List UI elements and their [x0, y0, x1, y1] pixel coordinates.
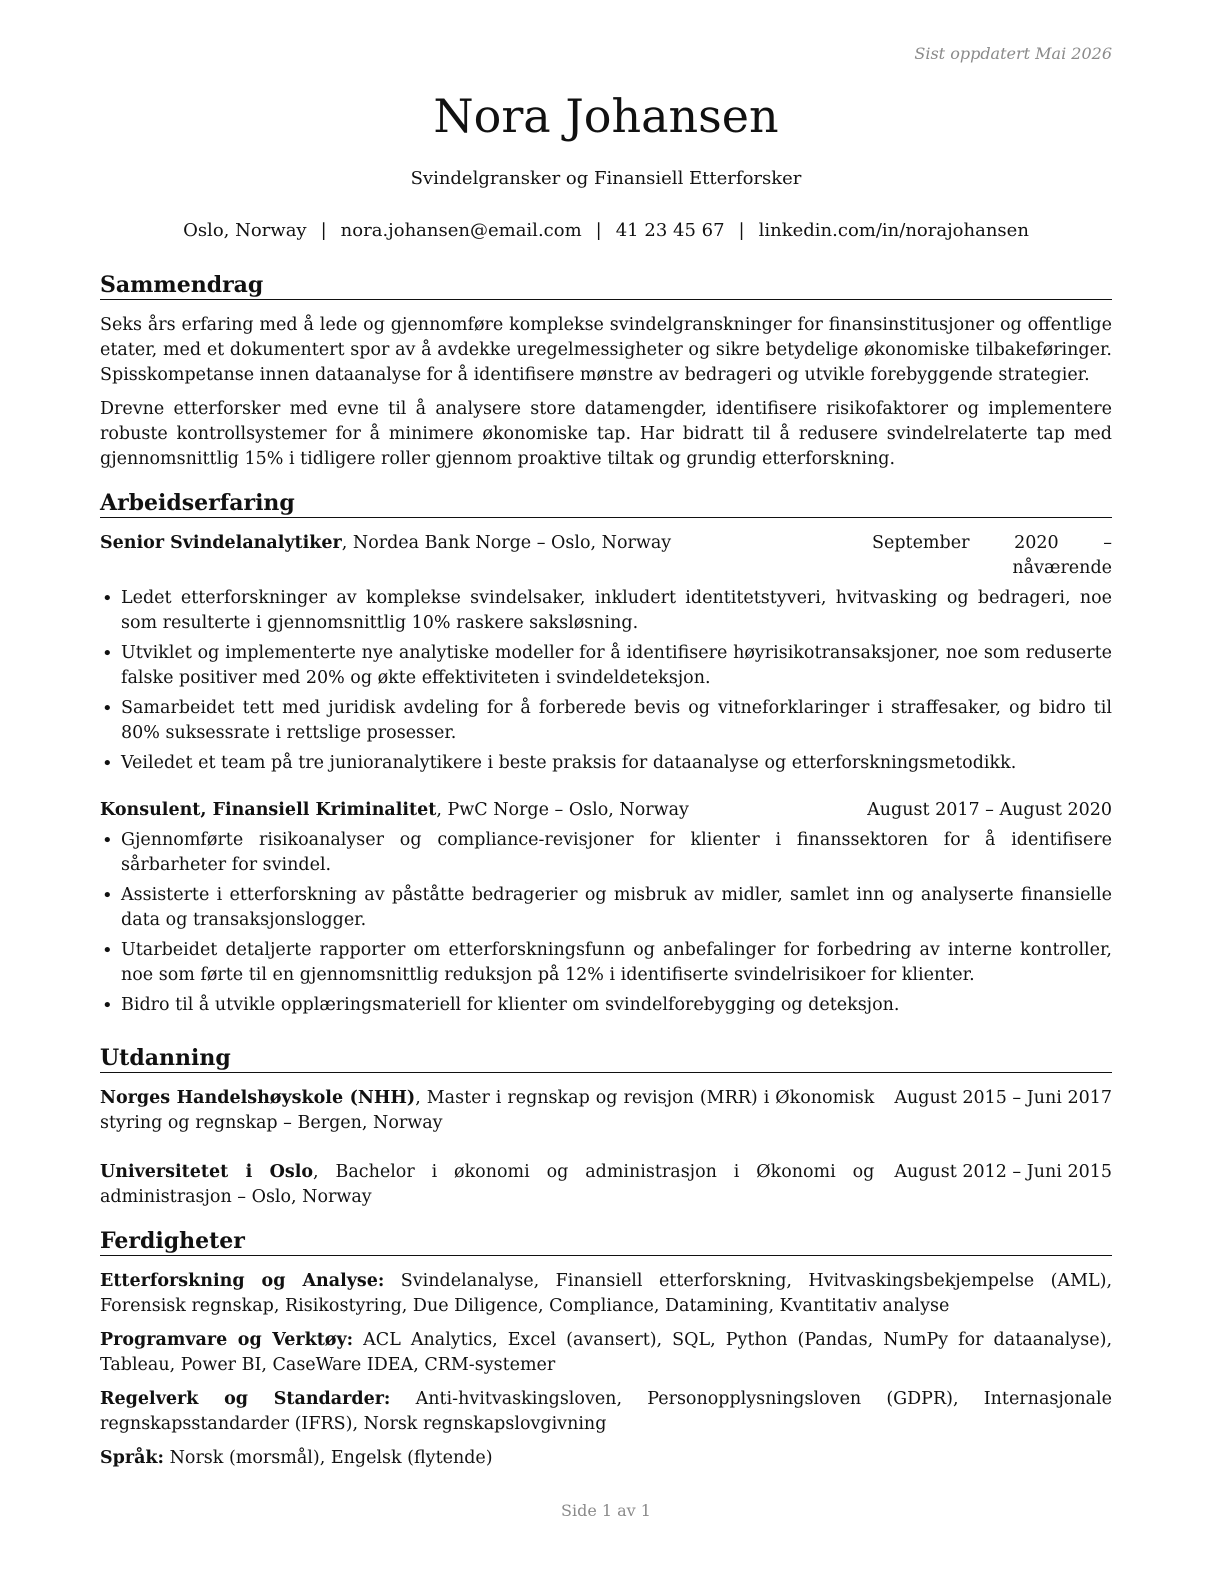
education-detail: , Bachelor i økonomi og administrasjon i Økonomi og administrasjon – Oslo, Norway: [100, 1162, 875, 1207]
skill-label: Etterforskning og Analyse:: [100, 1271, 385, 1291]
job-dates: August 2017 – August 2020: [867, 800, 1112, 820]
job-bullet: • Bidro til å utvikle opplæringsmateriell for klienter om svindelforebygging og deteksjon.: [100, 993, 1112, 1018]
job-bullets: [100, 828, 1112, 1018]
education-school: Universitetet i Oslo: [100, 1162, 314, 1182]
contact-phone: 41 23 45 67: [615, 220, 725, 241]
candidate-headline: Svindelgransker og Finansiell Etterforsker: [410, 168, 802, 189]
candidate-name: Nora Johansen: [433, 89, 779, 143]
education-section: [100, 1044, 1112, 1210]
job-org: , Nordea Bank Norge – Oslo, Norway: [341, 533, 672, 553]
skill-text: Norsk (morsmål), Engelsk (flytende): [164, 1448, 493, 1468]
section-title-education: Utdanning: [100, 1044, 1112, 1073]
skill-text: Anti-hvitvaskingsloven, Personopplysningsloven (GDPR), Internasjonale regnskapsstandarder (IFRS), Norsk regnskapslovgivning: [100, 1389, 1112, 1434]
contact-separator: |: [738, 220, 745, 241]
skill-label: Regelverk og Standarder:: [100, 1389, 391, 1409]
skill-line: [100, 1269, 1112, 1319]
job-role: Konsulent, Finansiell Kriminalitet: [100, 800, 437, 820]
contact-location: Oslo, Norway: [183, 220, 307, 241]
page-footer: Side 1 av 1: [561, 1501, 651, 1520]
summary-paragraph: Drevne etterforsker med evne til å analysere store datamengder, identifisere risikofaktorer og implementere robuste kontrollsystemer for å minimere økonomiske tap. Har bidratt til å redusere svindelrelaterte tap med gjennomsnittlig 15% i tidligere roller gjennom proaktive tiltak og grundig etterforskning.: [100, 399, 1112, 469]
education-entry: [100, 1160, 1112, 1210]
skill-line: [100, 1387, 1112, 1437]
job-org: , PwC Norge – Oslo, Norway: [436, 800, 689, 820]
skill-label: Programvare og Verktøy:: [100, 1330, 354, 1350]
education-dates: August 2015 – Juni 2017: [894, 1088, 1112, 1108]
section-title-skills: Ferdigheter: [100, 1227, 1112, 1256]
education-school: Norges Handelshøyskole (NHH): [100, 1088, 416, 1108]
experience-section: [100, 489, 1112, 1018]
job-bullet: • Gjennomførte risikoanalyser og compliance-revisjoner for klienter i finanssektoren for å identifisere sårbarheter for svindel.: [100, 828, 1112, 878]
section-title-summary: Sammendrag: [100, 271, 1112, 300]
job-bullet: • Samarbeidet tett med juridisk avdeling for å forberede bevis og vitneforklaringer i straffesaker, og bidro til 80% suksessrate i rettslige prosesser.: [100, 696, 1112, 746]
skill-label: Språk:: [100, 1448, 165, 1468]
job-bullet: • Utviklet og implementerte nye analytiske modeller for å identifisere høyrisikotransaksjoner, noe som reduserte falske positiver med 20% og økte effektiviteten i svindeldeteksjon.: [100, 641, 1112, 691]
skill-text: Svindelanalyse, Finansiell etterforskning, Hvitvaskingsbekjempelse (AML), Forensisk regnskap, Risikostyring, Due Diligence, Compliance, Datamining, Kvantitativ analyse: [100, 1271, 1113, 1316]
contact-linkedin[interactable]: linkedin.com/in/norajohansen: [758, 220, 1029, 241]
education-dates: August 2012 – Juni 2015: [894, 1162, 1112, 1182]
job-bullet: • Assisterte i etterforskning av påståtte bedragerier og misbruk av midler, samlet inn og analyserte finansielle data og transaksjonslogger.: [100, 883, 1112, 933]
contact-separator: |: [595, 220, 602, 241]
education-entry: [100, 1086, 1112, 1136]
last-updated: Sist oppdatert Mai 2026: [914, 44, 1112, 63]
job-entry: [100, 798, 1112, 1018]
skills-section: [100, 1227, 1112, 1471]
job-bullet: • Ledet etterforskninger av komplekse svindelsaker, inkludert identitetstyveri, hvitvasking og bedrageri, noe som resulterte i gjennomsnittlig 10% raskere saksløsning.: [100, 586, 1112, 636]
skill-line: [100, 1446, 1112, 1471]
job-dates: September 2020 – nåværende: [872, 533, 1112, 578]
job-entry: [100, 531, 1112, 776]
contact-line: [100, 219, 1112, 243]
section-title-experience: Arbeidserfaring: [100, 489, 1112, 518]
summary-section: [100, 271, 1112, 472]
contact-email[interactable]: nora.johansen@email.com: [340, 220, 582, 241]
job-bullet: • Utarbeidet detaljerte rapporter om etterforskningsfunn og anbefalinger for forbedring av interne kontroller, noe som førte til en gjennomsnittlig reduksjon på 12% i identifiserte svindelrisikoer for klienter.: [100, 938, 1112, 988]
job-bullets: [100, 586, 1112, 776]
job-header: [100, 798, 1112, 823]
skill-line: [100, 1328, 1112, 1378]
skill-text: ACL Analytics, Excel (avansert), SQL, Python (Pandas, NumPy for dataanalyse), Tableau, Power BI, CaseWare IDEA, CRM-systemer: [100, 1330, 1113, 1375]
job-header: [100, 531, 1112, 581]
contact-separator: |: [320, 220, 327, 241]
job-bullet: • Veiledet et team på tre junioranalytikere i beste praksis for dataanalyse og etterforskningsmetodikk.: [100, 751, 1112, 776]
education-detail: , Master i regnskap og revisjon (MRR) i Økonomisk styring og regnskap – Bergen, Norway: [100, 1088, 875, 1133]
summary-paragraph: Seks års erfaring med å lede og gjennomføre komplekse svindelgranskninger for finansinstitusjoner og offentlige etater, med et dokumentert spor av å avdekke uregelmessigheter og sikre betydelige økonomiske tilbakeføringer. Spisskompetanse innen dataanalyse for å identifisere mønstre av bedrageri og utvikle forebyggende strategier.: [100, 315, 1112, 385]
job-role: Senior Svindelanalytiker: [100, 533, 342, 553]
resume-page: [100, 0, 1112, 1584]
